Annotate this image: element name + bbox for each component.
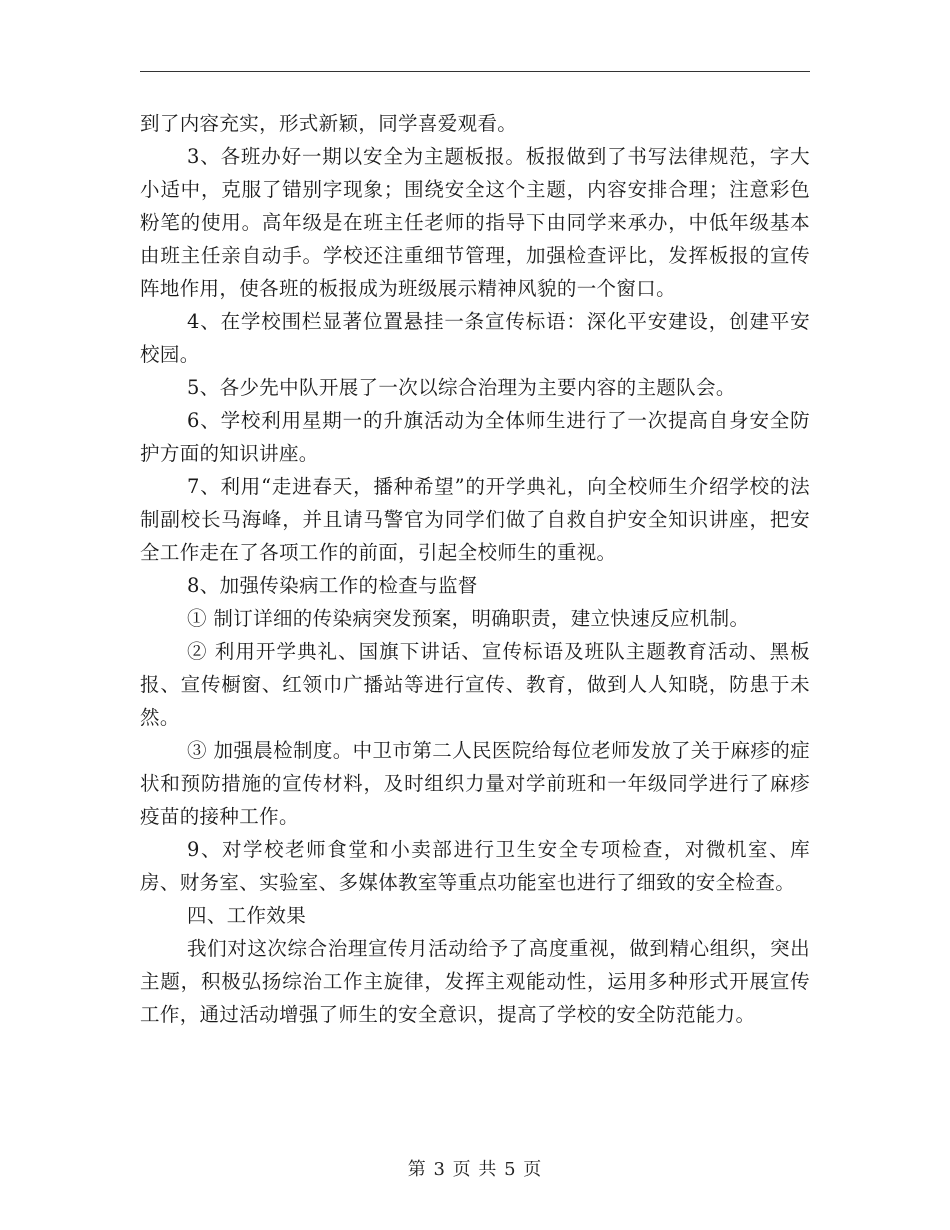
- paragraph-item-7: 7、利用“走进春天，播种希望”的开学典礼，向全校师生介绍学校的法制副校长马海峰，并且请马警官为同学们做了自救自护安全知识讲座，把安全工作走在了各项工作的前面，引起全校师生的重视。: [140, 475, 810, 564]
- section-heading-results: 四、工作效果: [187, 904, 307, 927]
- paragraph-item-5: 5、各少先中队开展了一次以综合治理为主要内容的主题队会。: [187, 376, 736, 399]
- page-number: 第 3 页 共 5 页: [407, 1159, 543, 1180]
- paragraph-item-6: 6、学校利用星期一的升旗活动为全体师生进行了一次提高自身安全防护方面的知识讲座。: [140, 409, 810, 465]
- document-body: [140, 107, 810, 1031]
- paragraph-item-9: 9、对学校老师食堂和小卖部进行卫生安全专项检查，对微机室、库房、财务室、实验室、多媒体教室等重点功能室也进行了细致的安全检查。: [140, 838, 810, 894]
- paragraph-subitem-2: ② 利用开学典礼、国旗下讲话、宣传标语及班队主题教育活动、黑板报、宣传橱窗、红领巾广播站等进行宣传、教育，做到人人知晓，防患于未然。: [140, 640, 810, 729]
- header-rule: [140, 71, 810, 72]
- paragraph-results: 我们对这次综合治理宣传月活动给予了高度重视，做到精心组织，突出主题，积极弘扬综治工作主旋律，发挥主观能动性，运用多种形式开展宣传工作，通过活动增强了师生的安全意识，提高了学校的安全防范能力。: [140, 937, 810, 1026]
- paragraph-continuation: 到了内容充实，形式新颖，同学喜爱观看。: [140, 112, 518, 135]
- paragraph-item-4: 4、在学校围栏显著位置悬挂一条宣传标语：深化平安建设，创建平安校园。: [140, 310, 810, 366]
- paragraph-item-3: 3、各班办好一期以安全为主题板报。板报做到了书写法律规范，字大小适中，克服了错别字现象；围绕安全这个主题，内容安排合理；注意彩色粉笔的使用。高年级是在班主任老师的指导下由同学来承办，中低年级基本由班主任亲自动手。学校还注重细节管理，加强检查评比，发挥板报的宣传阵地作用，使各班的板报成为班级展示精神风貌的一个窗口。: [140, 145, 810, 300]
- paragraph-item-8: 8、加强传染病工作的检查与监督: [187, 574, 478, 597]
- paragraph-subitem-3: ③ 加强晨检制度。中卫市第二人民医院给每位老师发放了关于麻疹的症状和预防措施的宣传材料，及时组织力量对学前班和一年级同学进行了麻疹疫苗的接种工作。: [140, 739, 810, 828]
- paragraph-subitem-1: ① 制订详细的传染病突发预案，明确职责，建立快速反应机制。: [187, 607, 750, 630]
